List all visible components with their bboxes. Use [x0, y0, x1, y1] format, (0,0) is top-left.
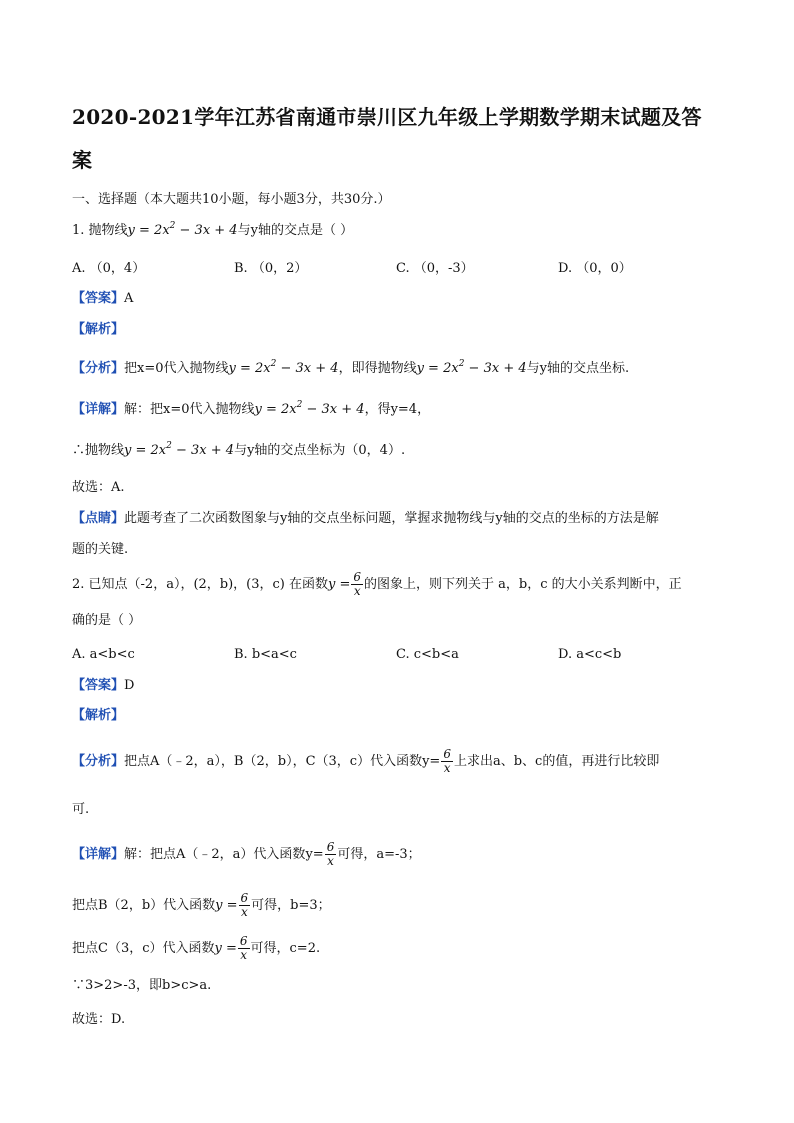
q2-xiangjie: 【详解】解：把点A（﹣2，a）代入函数y= $\frac{6}{x}$ 可得，a=-3；	[72, 840, 421, 868]
q2-option-c: C. c<b<a	[396, 647, 459, 662]
q1-option-b: B. （0，2）	[234, 261, 308, 276]
q2-option-a: A. a<b<c	[72, 647, 135, 662]
q1-dianjing: 【点睛】此题考查了二次函数图象与y轴的交点坐标问题，掌握求抛物线与y轴的交点的坐标的方法是解	[72, 511, 659, 526]
q2-fenxi: 【分析】把点A（﹣2，a），B（2，b），C（3，c）代入函数y= $\frac{6}{x}$ 上求出a、b、c的值，再进行比较即	[72, 747, 660, 775]
document-title: 2020-2021学年江苏省南通市崇川区九年级上学期数学期末试题及答	[72, 105, 702, 129]
q1-xiangjie: 【详解】解：把x=0代入抛物线$y = 2x^2 - 3x + 4$，得y=4，	[72, 400, 431, 417]
q1-answer: 【答案】A	[72, 291, 134, 306]
q2-choose: 故选：D.	[72, 1012, 126, 1027]
parabola-formula: $y = 2x^2 - 3x + 4$	[127, 221, 238, 238]
fraction-6-over-x: $\frac{6}{x}$	[353, 570, 362, 598]
q2-compare: ∵3>2>-3，即b>c>a.	[72, 978, 212, 993]
q1-dianjing-continued: 题的关键.	[72, 542, 129, 557]
q1-therefore: ∴抛物线$y = 2x^2 - 3x + 4$与y轴的交点坐标为（0，4）.	[72, 441, 406, 458]
q2-step-c: 把点C（3，c）代入函数y = $\frac{6}{x}$ 可得，c=2.	[72, 934, 321, 962]
question-2-continued: 确的是（ ）	[72, 613, 142, 628]
q1-option-d: D. （0，0）	[558, 261, 632, 276]
section-heading: 一、选择题（本大题共10小题，每小题3分，共30分.）	[72, 192, 391, 207]
q1-option-a: A. （0，4）	[72, 261, 146, 276]
q2-answer: 【答案】D	[72, 678, 135, 693]
document-title-continued: 案	[72, 148, 93, 172]
q2-option-b: B. b<a<c	[234, 647, 297, 662]
question-1: 1. 抛物线$y = 2x^2 - 3x + 4$与y轴的交点是（ ）	[72, 221, 354, 238]
q2-analysis-label: 【解析】	[72, 708, 125, 723]
q2-fenxi-continued: 可.	[72, 802, 90, 817]
q2-option-d: D. a<c<b	[558, 647, 622, 662]
q1-fenxi: 【分析】把x=0代入抛物线$y = 2x^2 - 3x + 4$，即得抛物线$y = 2x^2 - 3x + 4$与y轴的交点坐标.	[72, 359, 630, 376]
q1-option-c: C. （0，-3）	[396, 261, 474, 276]
q1-choose: 故选：A.	[72, 480, 125, 495]
q1-analysis-label: 【解析】	[72, 322, 125, 337]
question-2: 2. 已知点（-2，a），(2，b)，(3，c) 在函数y = $\frac{6}{x}$ 的图象上，则下列关于 a，b，c 的大小关系判断中，正	[72, 570, 682, 598]
q2-step-b: 把点B（2，b）代入函数y = $\frac{6}{x}$ 可得，b=3；	[72, 891, 331, 919]
